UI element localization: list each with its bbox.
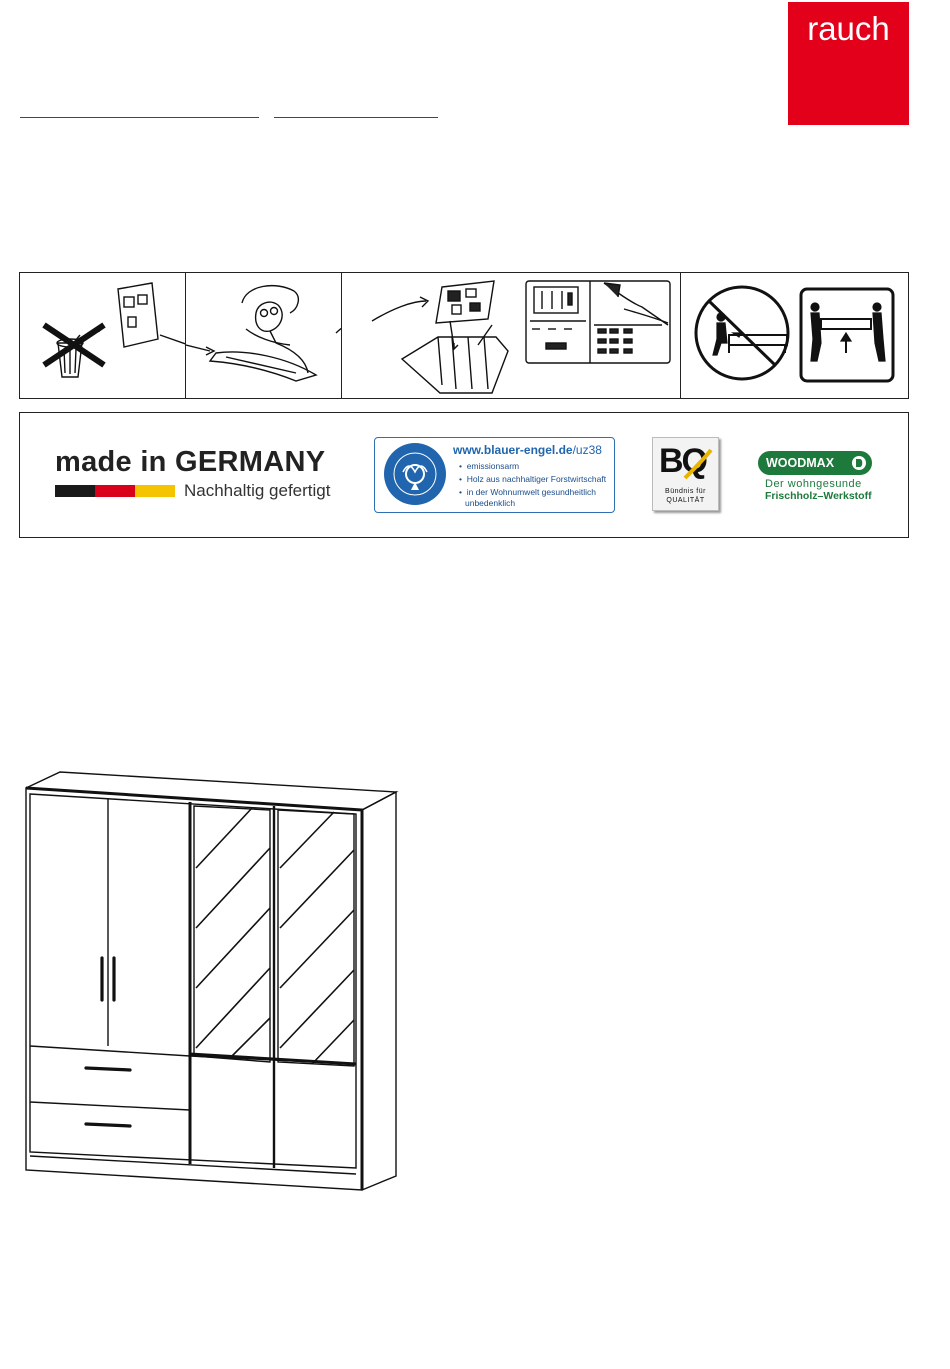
woodmax-logo (758, 451, 872, 475)
blauer-engel-item: • in der Wohnumwelt gesundheitlich (459, 487, 597, 497)
bq-quality-badge (652, 437, 719, 511)
wardrobe-illustration (20, 768, 400, 1194)
flag-gold (135, 485, 175, 497)
blauer-engel-item: unbedenklich (465, 498, 516, 508)
rauch-logo (788, 2, 909, 125)
no-push-furniture-icon (681, 273, 909, 398)
link-1[interactable] (20, 103, 259, 118)
logo-text: rauch (807, 10, 890, 47)
read-manual-icon (186, 273, 341, 398)
woodmax-d-icon (851, 455, 867, 471)
made-in-germany-title: made in GERMANY (55, 446, 326, 478)
flag-black (55, 485, 95, 497)
made-in-germany-subtitle: Nachhaltig gefertigt (184, 481, 331, 500)
flag-red (95, 485, 135, 497)
blauer-engel-item: • Holz aus nachhaltiger Forstwirtschaft (459, 474, 607, 484)
file-manual-icon (342, 273, 680, 398)
woodmax-line1: Der wohngesunde (765, 478, 862, 490)
bq-line1: Bündnis für (665, 488, 706, 495)
blauer-engel-url[interactable]: www.blauer-engel.de/uz38 (453, 443, 602, 457)
bq-line2: QUALITÄT (666, 497, 705, 504)
woodmax-line2: Frischholz–Werkstoff (765, 490, 872, 502)
bq-letters: BQ (659, 442, 706, 480)
woodmax-brand: WOODMAX (766, 456, 835, 470)
instructions-panel (19, 272, 909, 399)
blauer-engel-seal-icon (383, 442, 447, 506)
trash-not-allowed-icon (20, 273, 185, 398)
blauer-engel-item: • emissionsarm (459, 461, 520, 471)
link-2[interactable] (274, 103, 438, 118)
bq-swoosh-icon (683, 446, 713, 484)
